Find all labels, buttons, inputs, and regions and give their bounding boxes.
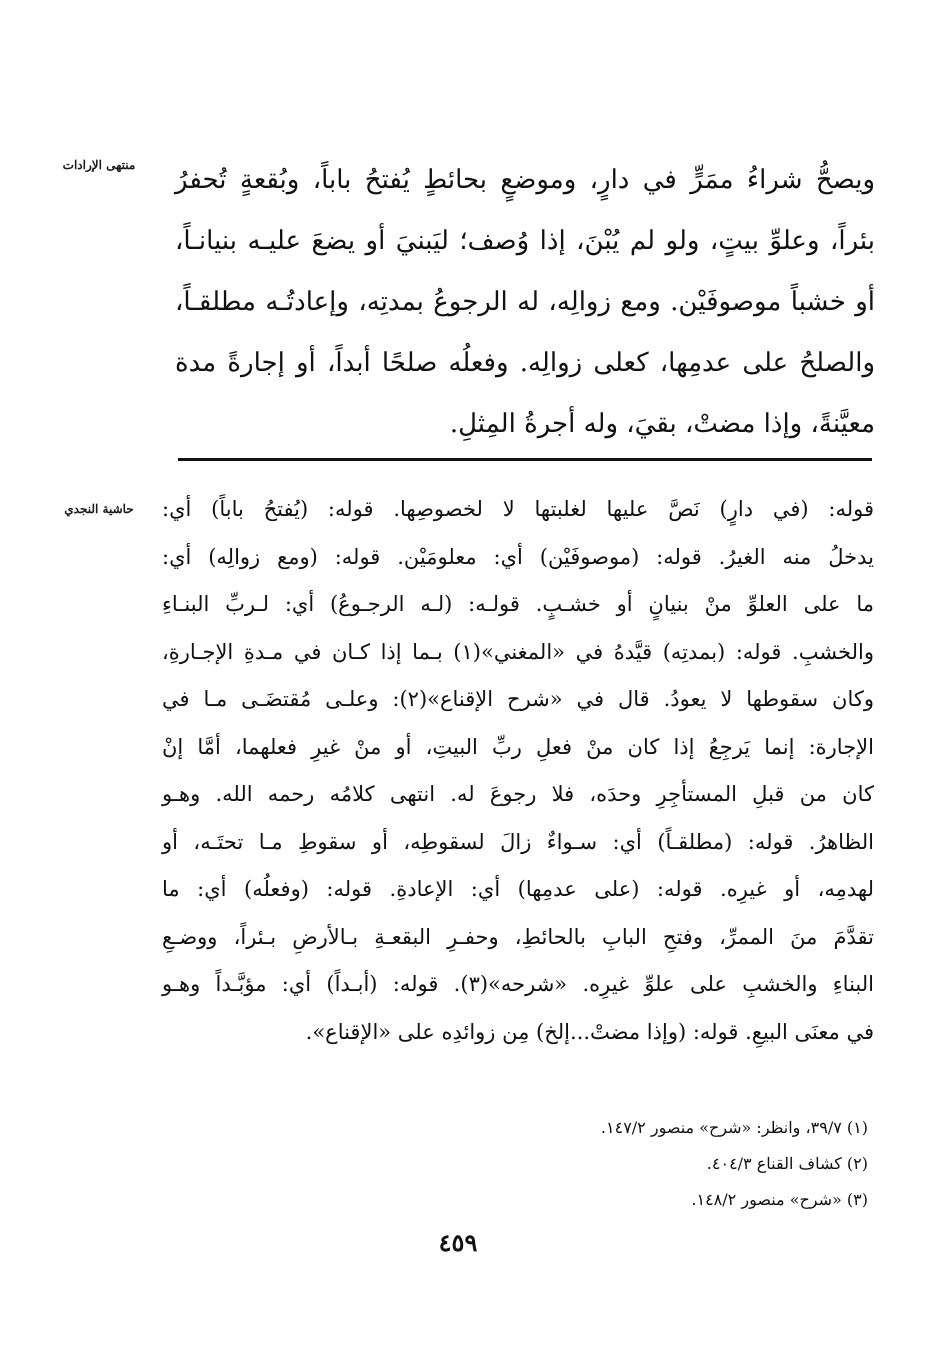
commentary-line: الإجارة: إنما يَرجِعُ إذا كان منْ فعلِ ربِّ البيتِ، أو منْ غيرِ فعلهما، أمَّا إنْ [162, 734, 874, 759]
commentary-line: البناءِ والخشبِ على علوِّ غيرِه. «شرحه»(٣). قوله: (أبـداً) أي: مؤبَّـداً وهـو [162, 972, 874, 996]
matn-text-block [175, 150, 875, 455]
commentary-line: الظاهرُ. قوله: (مطلقـاً) أي: سـواءٌ زالَ لسقوطِه، أو سقوطِ مـا تحتَـه، أو [162, 829, 874, 854]
hashiya-source-label: حاشية النجدي [64, 502, 134, 516]
matn-line: ويصحُّ شراءُ ممَرٍّ في دارٍ، وموضعٍ بحائطٍ يُفتحُ باباً، وبُقعةٍ تُحفرُ [175, 165, 875, 195]
matn-line: أو خشباً موصوفَيْن. ومع زوالِه، له الرجوعُ بمدتِه، وإعادتُـه مطلقـاً، [175, 287, 875, 317]
hashiya-commentary-block [162, 486, 874, 1056]
footnote: (١) ٣٩/٧، وانظر: «شرح» منصور ١٤٧/٢. [600, 1118, 868, 1137]
commentary-line: في معنَى البيعِ. قوله: (وإذا مضتْ...إلخ) مِن زوائدِه على «الإقناع». [305, 1019, 874, 1044]
matn-line: معيَّنةً، وإذا مضتْ، بقيَ، وله أجرةُ المِثلِ. [449, 409, 875, 439]
footnote: (٣) «شرح» منصور ١٤٨/٢. [691, 1190, 868, 1209]
page-number: ٤٥٩ [438, 1228, 478, 1257]
commentary-line: ما على العلوِّ منْ بنيانٍ أو خشـبٍ. قولـه: (لـه الرجـوعُ) أي: لـربِّ البنـاءِ [162, 592, 874, 616]
commentary-line: يدخلُ منه الغيرُ. قوله: (موصوفَيْن) أي: معلومَيْن. قوله: (ومع زوالِه) أي: [162, 544, 874, 569]
commentary-line: وكان سقوطها لا يعودُ. قال في «شرح الإقناع»(٢): وعلـى مُقتضَـى مـا في [162, 687, 875, 711]
commentary-line: والخشبِ. قوله: (بمدتِه) قيَّدهُ في «المغني»(١) بـما إذا كـان في مـدةِ الإجـارةِ، [162, 639, 874, 664]
commentary-line: تقدَّمَ منَ الممرِّ، وفتحِ البابِ بالحائطِ، وحفـرِ البقعـةِ بـالأرضِ بـئراً، ووضـعِ [162, 924, 874, 949]
matn-source-label: منتهى الإرادات [62, 158, 136, 172]
commentary-line: قوله: (في دارٍ) نَصَّ عليها لغلبتها لا لخصوصِها. قوله: (يُفتحُ باباً) أي: [162, 497, 874, 521]
matn-line: بئراً، وعلوِّ بيتٍ، ولو لم يُبْنَ، إذا وُصف؛ ليَبنيَ أو يضعَ عليـه بنيانـاً، [175, 226, 875, 256]
section-divider [178, 458, 872, 461]
commentary-line: كان من قبلِ المستأجِرِ وحدَه، فلا رجوعَ له. انتهى كلامُه رحمه الله. وهـو [162, 782, 874, 806]
footnote: (٢) كشاف القناع ٤٠٤/٣. [706, 1154, 868, 1173]
matn-line: والصلحُ على عدمِها، كعلى زوالِه. وفعلُه صلحًا أبداً، أو إجارةً مدة [175, 348, 875, 378]
footnotes [300, 1110, 868, 1218]
commentary-line: لهدمِه، أو غيرِه. قوله: (على عدمِها) أي: الإعادةِ. قوله: (وفعلُه) أي: ما [162, 877, 874, 901]
